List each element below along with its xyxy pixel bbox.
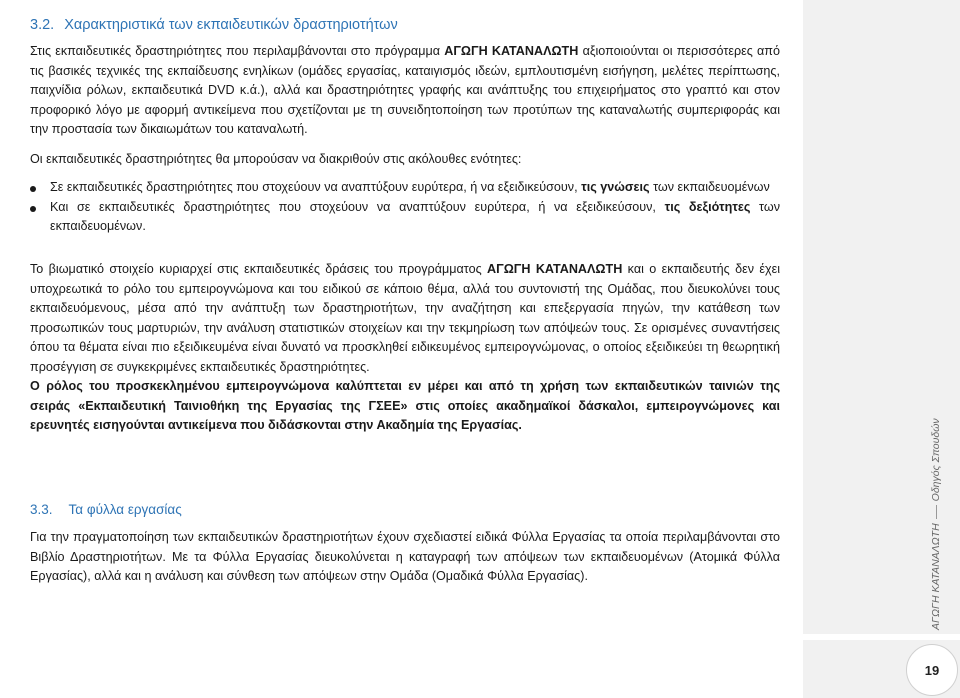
page-number: 19 <box>906 644 958 696</box>
sidebar-brand: ΑΓΩΓΗ ΚΑΤΑΝΑΛΩΤΗ <box>930 523 942 630</box>
emphasis: τις δεξιότητες <box>664 199 751 214</box>
text-run: των εκπαιδευομένων <box>649 180 770 194</box>
subsection-number: 3.3. <box>30 502 53 517</box>
text-run: και ο εκπαιδευτής δεν έχει υποχρεωτικά το ρόλο του εμπειρογνώμονα και του ειδικού σε κάποιο θέμα, αλλά του συντονιστή της Ομάδας, που διευκολύνει τους εκπαιδευόμενους, μέσα από την ανάπτυξη των δραστηριοτήτων, την αναζήτηση και επεξεργασία πηγών, την κατάθεση των προσωπικών τους μαρτυριών, την ανάλυση στατιστικών στοιχείων και την τεκμηρίωση των απόψεών τους. Σε ορισμένες συναντήσεις όπου τα θέματα είναι πιο εξειδικευμένα είναι δυνατό να προσκληθεί ειδικευμένος εμπειρογνώμονας, ο οποίος εξειδικεύει τη θεωρητική προσέγγιση σε συγκεκριμένες εκπαιδευτικές δραστηριότητες. <box>30 262 781 374</box>
bullet-icon <box>30 206 36 212</box>
text-run: των εκπαιδευομένων. <box>50 199 780 234</box>
section-number: 3.2. <box>30 17 55 33</box>
categories-list <box>30 178 780 237</box>
experiential-paragraph <box>30 260 780 378</box>
text-run: αξιοποιούνται οι περισσότερες από τις βασικές τεχνικές της εκπαίδευσης ενηλίκων (ομάδες εργασίας, καταιγισμός ιδεών, εμπλουτισμένη εισήγηση, μελέτες περίπτωσης, παιχνίδια ρόλων, εκπαιδευτικά DVD κ.ά.), αλλά και δραστηριότητες γραφής και ανάπτυξης του επιχειρήματος στο γραπτό και στον προφορικό λόγο με αφορμή αντικείμενα που σχετίζονται με τη συνειδητοποίηση των προτύπων της καταναλωτής συμπεριφοράς και την προστασία των δικαιωμάτων του καταναλωτή. <box>30 44 781 137</box>
worksheets-paragraph: Για την πραγματοποίηση των εκπαιδευτικών δραστηριοτήτων έχουν σχεδιαστεί ειδικά Φύλλα Εργασίας τα οποία περιλαμβάνονται στο Βιβλίο Δραστηριοτήτων. Με τα Φύλλα Εργασίας διευκολύνεται η καταγραφή των απόψεων των εκπαιδευομένων (Ατομικά Φύλλα Εργασίας), αλλά και η ανάλυση και σύνθεση των απόψεων στην Ομάδα (Ομαδικά Φύλλα Εργασίας). <box>30 530 780 584</box>
list-item <box>30 178 780 198</box>
categories-intro: Οι εκπαιδευτικές δραστηριότητες θα μπορούσαν να διακριθούν στις ακόλουθες ενότητες: <box>30 152 522 166</box>
subsection-title: Τα φύλλα εργασίας <box>68 502 182 517</box>
text-run: Στις εκπαιδευτικές δραστηριότητες που περιλαμβάνονται στο πρόγραμμα <box>30 44 445 58</box>
text-run: Σε εκπαιδευτικές δραστηριότητες που στοχεύουν να αναπτύξουν ευρύτερα, ή να εξειδικεύσουν, <box>50 180 582 194</box>
intro-paragraph <box>30 42 780 140</box>
list-item <box>30 198 780 237</box>
section-title: Χαρακτηριστικά των εκπαιδευτικών δραστηριοτήτων <box>64 17 398 33</box>
emphasis: τις γνώσεις <box>581 180 650 194</box>
sidebar-caption <box>930 418 942 630</box>
divider <box>936 505 937 519</box>
bullet-icon <box>30 186 36 192</box>
sidebar-guide: Οδηγός Σπουδών <box>930 418 942 502</box>
program-name: ΑΓΩΓΗ ΚΑΤΑΝΑΛΩΤΗ <box>444 44 579 58</box>
section-heading <box>30 17 398 33</box>
expert-role-paragraph: Ο ρόλος του προσκεκλημένου εμπειρογνώμονα καλύπτεται εν μέρει και από τη χρήση των εκπαιδευτικών ταινιών της σειράς «Εκπαιδευτική Ταινιοθήκη της Εργασίας της ΓΣΕΕ» στις οποίες ακαδημαϊκοί δάσκαλοι, εμπειρογνώμονες και ερευνητές εισηγούνται αντικείμενα που διδάσκονται στην Ακαδημία της Εργασίας. <box>30 379 780 433</box>
program-name: ΑΓΩΓΗ ΚΑΤΑΝΑΛΩΤΗ <box>487 262 623 276</box>
text-run: Και σε εκπαιδευτικές δραστηριότητες που στοχεύουν να αναπτύξουν ευρύτερα, ή να εξειδικεύσουν, <box>50 199 665 214</box>
text-run: Το βιωματικό στοιχείο κυριαρχεί στις εκπαιδευτικές δράσεις του προγράμματος <box>30 262 488 276</box>
subsection-heading <box>30 502 182 517</box>
